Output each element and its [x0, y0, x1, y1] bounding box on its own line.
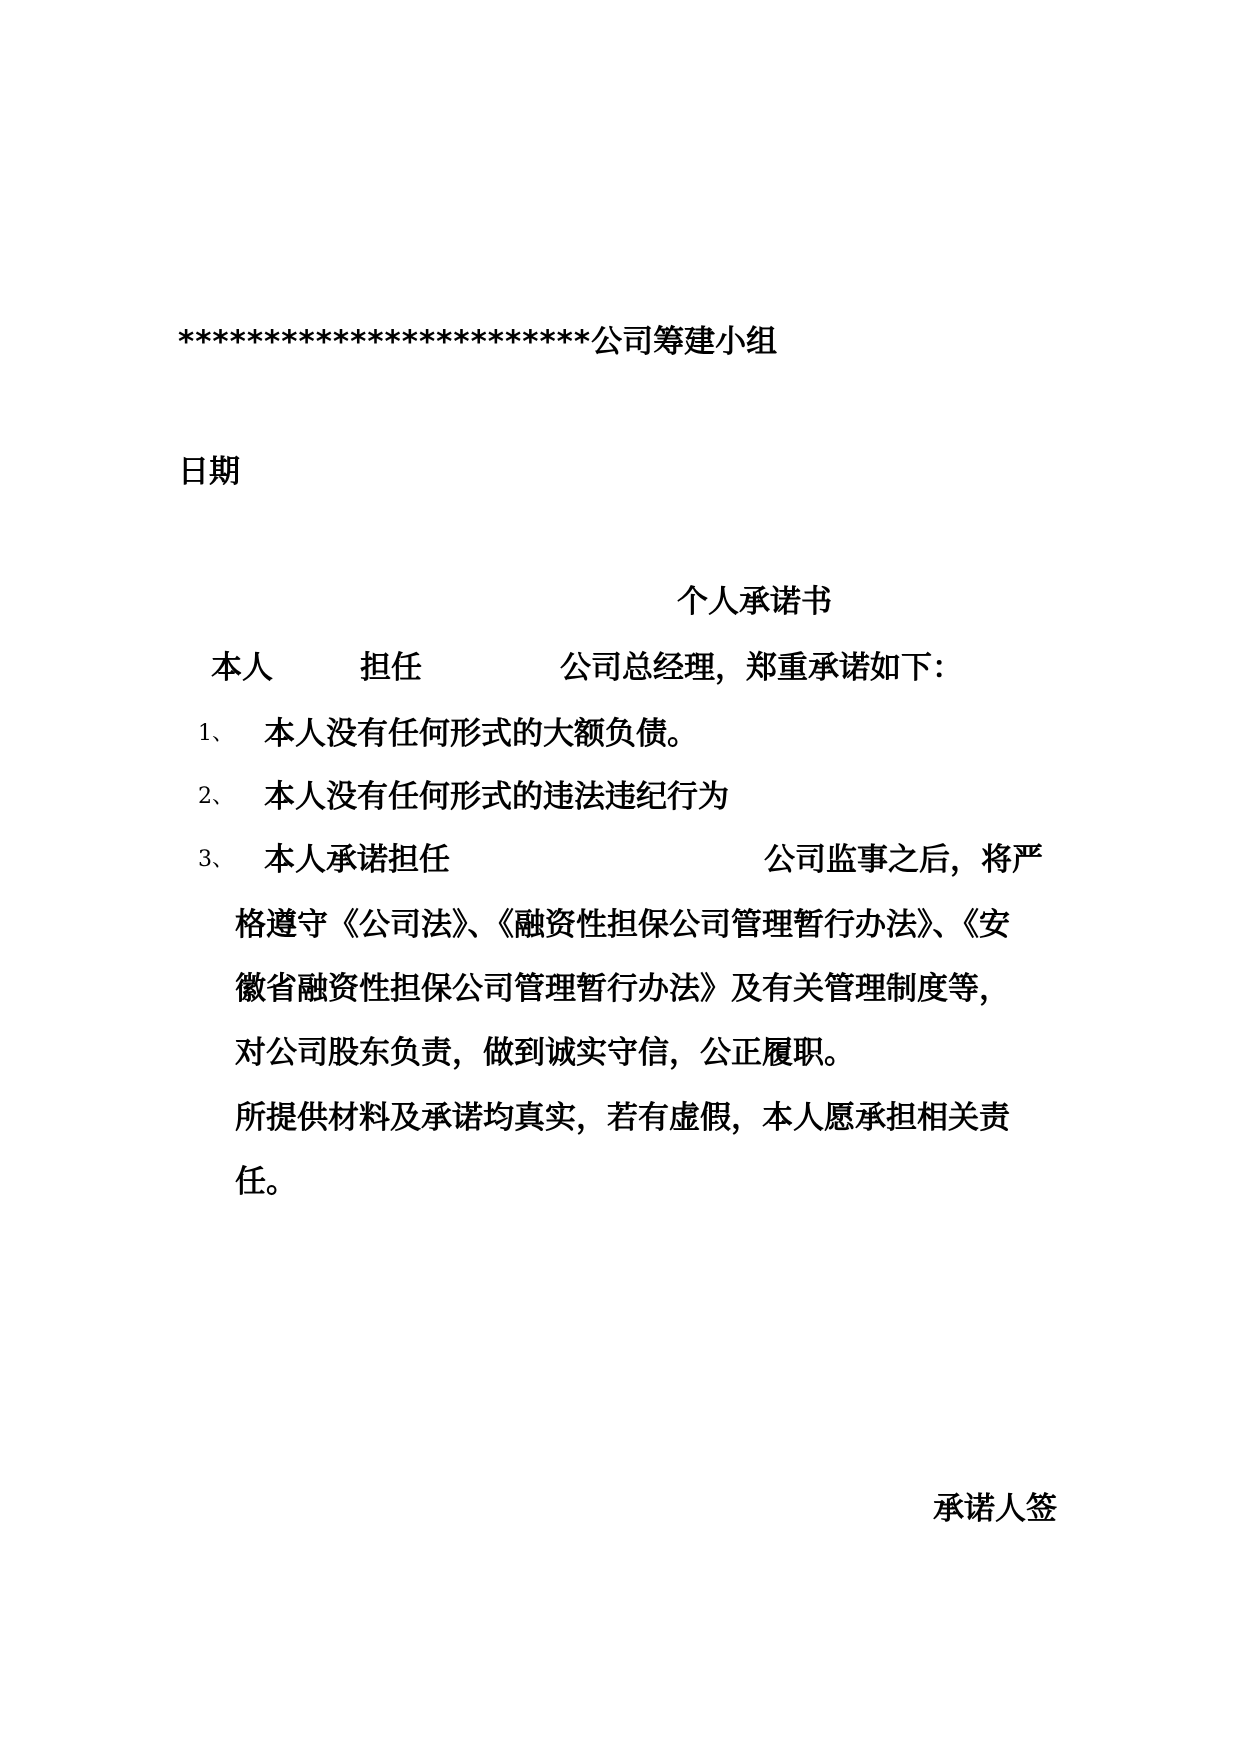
intro-role: 担任	[360, 650, 422, 686]
intro-statement: 公司总经理，郑重承诺如下：	[560, 650, 963, 686]
item-text-3-part1: 本人承诺担任	[264, 842, 450, 878]
date-label: 日期	[178, 454, 240, 490]
item-3-continuation-line: 任。	[235, 1164, 297, 1200]
item-3-continuation-line: 对公司股东负责，做到诚实守信，公正履职。	[235, 1035, 855, 1071]
intro-subject: 本人	[211, 650, 273, 686]
organization-stars: ************************	[178, 324, 592, 360]
item-text-2: 本人没有任何形式的违法违纪行为	[264, 779, 729, 815]
item-text-3-part2: 公司监事之后，将严	[764, 842, 1043, 878]
item-3-continuation-line: 格遵守《公司法》、《融资性担保公司管理暂行办法》、《安	[235, 907, 1010, 943]
signature-label: 承诺人签	[933, 1491, 1057, 1527]
organization-line	[178, 322, 777, 362]
document-title: 个人承诺书	[677, 584, 832, 620]
item-3-continuation-line: 徽省融资性担保公司管理暂行办法》及有关管理制度等，	[235, 971, 1010, 1007]
item-number-2: 2、	[198, 784, 234, 809]
item-text-1: 本人没有任何形式的大额负债。	[264, 716, 698, 752]
item-3-continuation-line: 所提供材料及承诺均真实，若有虚假，本人愿承担相关责	[235, 1100, 1010, 1136]
item-number-3: 3、	[198, 847, 234, 872]
item-number-1: 1、	[198, 721, 234, 746]
organization-name: 公司筹建小组	[591, 324, 778, 360]
